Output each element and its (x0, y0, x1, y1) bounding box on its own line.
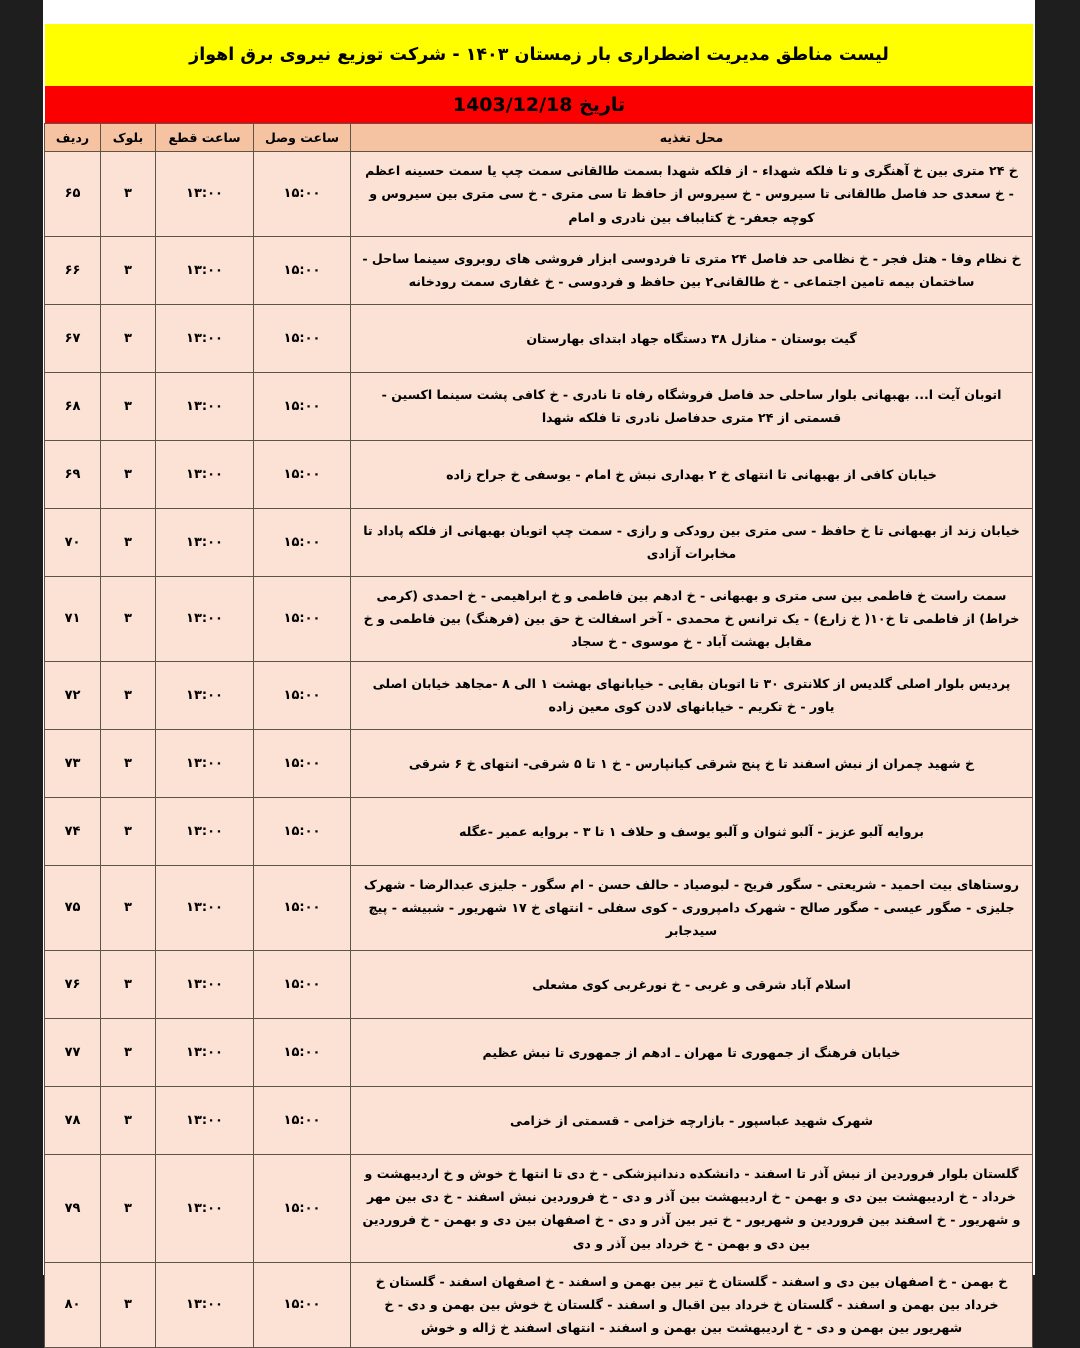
cell-cut-time: ۱۳:۰۰ (156, 236, 254, 304)
column-header-row-no: ردیف (45, 124, 101, 152)
cell-cut-time: ۱۳:۰۰ (156, 729, 254, 797)
cell-row-no: ۶۸ (45, 372, 101, 440)
cell-reconnect-time: ۱۵:۰۰ (254, 508, 351, 576)
table-row (45, 729, 1033, 797)
cell-cut-time: ۱۳:۰۰ (156, 1018, 254, 1086)
cell-block: ۳ (101, 440, 156, 508)
cell-reconnect-time: ۱۵:۰۰ (254, 576, 351, 661)
cell-row-no: ۷۳ (45, 729, 101, 797)
table-header-row (45, 124, 1033, 152)
table-row (45, 152, 1033, 237)
cell-row-no: ۷۴ (45, 797, 101, 865)
table-row (45, 797, 1033, 865)
cell-reconnect-time: ۱۵:۰۰ (254, 865, 351, 950)
cell-description: خیابان کافی از بهبهانی تا انتهای خ ۲ بهداری نبش خ امام - یوسفی خ جراح زاده (351, 440, 1033, 508)
cell-cut-time: ۱۳:۰۰ (156, 508, 254, 576)
cell-reconnect-time: ۱۵:۰۰ (254, 236, 351, 304)
table-row (45, 1262, 1033, 1347)
cell-cut-time: ۱۳:۰۰ (156, 1154, 254, 1262)
cell-reconnect-time: ۱۵:۰۰ (254, 1086, 351, 1154)
cell-row-no: ۷۹ (45, 1154, 101, 1262)
cell-row-no: ۷۷ (45, 1018, 101, 1086)
table-row (45, 576, 1033, 661)
cell-cut-time: ۱۳:۰۰ (156, 440, 254, 508)
cell-description: خ ۲۴ متری بین خ آهنگری و تا فلکه شهداء - از فلکه شهدا بسمت طالقانی سمت چپ یا سمت حسینه اعظم - خ سعدی حد فاصل طالقانی تا سیروس - خ سیروس از حافظ تا سی متری - خ سی متری بین سیروس و کوچه جعفر- خ کتابباف بین نادری و امام (351, 152, 1033, 237)
cell-cut-time: ۱۳:۰۰ (156, 372, 254, 440)
cell-reconnect-time: ۱۵:۰۰ (254, 950, 351, 1018)
cell-description: گیت بوستان - منازل ۳۸ دستگاه جهاد ابتدای بهارستان (351, 304, 1033, 372)
table-row (45, 865, 1033, 950)
column-header-block: بلوک (101, 124, 156, 152)
cell-description: بروایه آلبو عزیز - آلبو ثنوان و آلبو یوسف و حلاف ۱ تا ۳ - بروایه عمیر -عگله (351, 797, 1033, 865)
cell-row-no: ۶۵ (45, 152, 101, 237)
outage-schedule-table (44, 123, 1033, 1348)
cell-cut-time: ۱۳:۰۰ (156, 576, 254, 661)
cell-row-no: ۶۹ (45, 440, 101, 508)
cell-row-no: ۷۲ (45, 661, 101, 729)
cell-block: ۳ (101, 661, 156, 729)
document-content (45, 24, 1033, 1348)
cell-reconnect-time: ۱۵:۰۰ (254, 1154, 351, 1262)
cell-description: شهرک شهید عباسپور - بازارچه خزامی - قسمتی از خزامی (351, 1086, 1033, 1154)
column-header-description: محل تغذیه (351, 124, 1033, 152)
cell-block: ۳ (101, 865, 156, 950)
cell-description: خ شهید چمران از نبش اسفند تا خ پنج شرقی کیانپارس - خ ۱ تا ۵ شرقی- انتهای خ ۶ شرقی (351, 729, 1033, 797)
cell-description: اسلام آباد شرقی و غربی - خ نورغربی کوی مشعلی (351, 950, 1033, 1018)
cell-reconnect-time: ۱۵:۰۰ (254, 661, 351, 729)
cell-cut-time: ۱۳:۰۰ (156, 661, 254, 729)
table-body (45, 152, 1033, 1348)
cell-cut-time: ۱۳:۰۰ (156, 152, 254, 237)
table-header (45, 124, 1033, 152)
table-row (45, 304, 1033, 372)
cell-row-no: ۷۶ (45, 950, 101, 1018)
table-row (45, 236, 1033, 304)
cell-reconnect-time: ۱۵:۰۰ (254, 372, 351, 440)
title-banner (45, 24, 1033, 86)
cell-description: پردیس بلوار اصلی گلدیس از کلانتری ۳۰ تا اتوبان بقایی - خیابانهای بهشت ۱ الی ۸ -مجاهد خیابان اصلی یاور - خ تکریم - خیابانهای لادن کوی معین زاده (351, 661, 1033, 729)
cell-block: ۳ (101, 1154, 156, 1262)
cell-cut-time: ۱۳:۰۰ (156, 1086, 254, 1154)
cell-block: ۳ (101, 576, 156, 661)
table-row (45, 1086, 1033, 1154)
date-band (45, 86, 1033, 123)
cell-reconnect-time: ۱۵:۰۰ (254, 152, 351, 237)
cell-row-no: ۷۱ (45, 576, 101, 661)
table-row (45, 1018, 1033, 1086)
cell-block: ۳ (101, 1262, 156, 1347)
document-page (43, 0, 1035, 1336)
cell-reconnect-time: ۱۵:۰۰ (254, 797, 351, 865)
cell-description: سمت راست خ فاطمی بین سی متری و بهبهانی - خ ادهم بین فاطمی و خ ابراهیمی - خ احمدی (کرمی خراط) از فاطمی تا خ۱۰( خ زارع) - یک ترانس خ محمدی - آخر اسفالت خ حق بین (فرهنگ) بین فاطمی و خ مقابل بهشت آباد - خ موسوی - خ سجاد (351, 576, 1033, 661)
cell-block: ۳ (101, 1018, 156, 1086)
cell-reconnect-time: ۱۵:۰۰ (254, 1018, 351, 1086)
table-row (45, 440, 1033, 508)
cell-description: خیابان زند از بهبهانی تا خ حافظ - سی متری بین رودکی و رازی - سمت چپ اتوبان بهبهانی از فلکه پاداد تا مخابرات آزادی (351, 508, 1033, 576)
cell-block: ۳ (101, 236, 156, 304)
cell-reconnect-time: ۱۵:۰۰ (254, 304, 351, 372)
cell-description: خ بهمن - خ اصفهان بین دی و اسفند - گلستان خ تیر بین بهمن و اسفند - خ اصفهان اسفند - گلستان خ خرداد بین بهمن و اسفند - گلستان خ خرداد بین اقبال و اسفند - گلستان خ خوش بین بهمن و دی - خ شهریور بین بهمن و دی - خ اردیبهشت بین بهمن و اسفند - انتهای اسفند خ ژاله و خوش (351, 1262, 1033, 1347)
cell-block: ۳ (101, 797, 156, 865)
cell-cut-time: ۱۳:۰۰ (156, 865, 254, 950)
report-date: تاریخ 1403/12/18 (452, 93, 626, 116)
table-row (45, 950, 1033, 1018)
table-row (45, 661, 1033, 729)
cell-row-no: ۶۷ (45, 304, 101, 372)
column-header-cut-time: ساعت قطع (156, 124, 254, 152)
cell-reconnect-time: ۱۵:۰۰ (254, 1262, 351, 1347)
cell-block: ۳ (101, 152, 156, 237)
cell-cut-time: ۱۳:۰۰ (156, 304, 254, 372)
cell-row-no: ۷۸ (45, 1086, 101, 1154)
cell-cut-time: ۱۳:۰۰ (156, 950, 254, 1018)
column-header-reconnect-time: ساعت وصل (254, 124, 351, 152)
cell-block: ۳ (101, 508, 156, 576)
cell-row-no: ۶۶ (45, 236, 101, 304)
cell-description: خیابان فرهنگ از جمهوری تا مهران ـ ادهم از جمهوری تا نبش عظیم (351, 1018, 1033, 1086)
cell-cut-time: ۱۳:۰۰ (156, 1262, 254, 1347)
cell-block: ۳ (101, 304, 156, 372)
cell-block: ۳ (101, 729, 156, 797)
cell-description: گلستان بلوار فروردین از نبش آذر تا اسفند - دانشکده دندانپزشکی - خ دی تا انتها خ خوش و خ اردیبهشت و خرداد - خ اردیبهشت بین دی و بهمن - خ اردیبهشت بین آذر و دی - خ فروردین نبش اسفند - خ دی بین مهر و شهریور - خ اسفند بین فروردین و شهریور - خ تیر بین آذر و دی - خ اصفهان بین دی و بهمن - خ فروردین بین دی و بهمن - خ خرداد بین آذر و دی (351, 1154, 1033, 1262)
cell-description: روستاهای بیت احمید - شریعتی - سگور فریح - لبوصیاد - حالف حسن - ام سگور - جلیزی عبدالرضا - شهرک جلیزی - صگور عیسی - صگور صالح - شهرک دامپروری - کوی سفلی - انتهای خ ۱۷ شهریور - شبیشه - پیچ سیدجابر (351, 865, 1033, 950)
cell-block: ۳ (101, 950, 156, 1018)
table-row (45, 1154, 1033, 1262)
cell-block: ۳ (101, 1086, 156, 1154)
cell-row-no: ۸۰ (45, 1262, 101, 1347)
table-row (45, 508, 1033, 576)
table-row (45, 372, 1033, 440)
cell-reconnect-time: ۱۵:۰۰ (254, 729, 351, 797)
cell-row-no: ۷۰ (45, 508, 101, 576)
cell-block: ۳ (101, 372, 156, 440)
cell-row-no: ۷۵ (45, 865, 101, 950)
page-title: لیست مناطق مدیریت اضطراری بار زمستان ۱۴۰۳ - شرکت توزیع نیروی برق اهواز (189, 45, 889, 65)
cell-description: خ نظام وفا - هتل فجر - خ نظامی حد فاصل ۲۴ متری تا فردوسی ابزار فروشی های روبروی سینما ساحل - ساختمان بیمه تامین اجتماعی - خ طالقانی۲ بین حافظ و فردوسی - خ غفاری سمت رودخانه (351, 236, 1033, 304)
cell-cut-time: ۱۳:۰۰ (156, 797, 254, 865)
cell-description: اتوبان آیت ا... بهبهانی بلوار ساحلی حد فاصل فروشگاه رفاه تا نادری - خ کافی پشت سینما اکسین - قسمتی از ۲۴ متری حدفاصل نادری تا فلکه شهدا (351, 372, 1033, 440)
cell-reconnect-time: ۱۵:۰۰ (254, 440, 351, 508)
